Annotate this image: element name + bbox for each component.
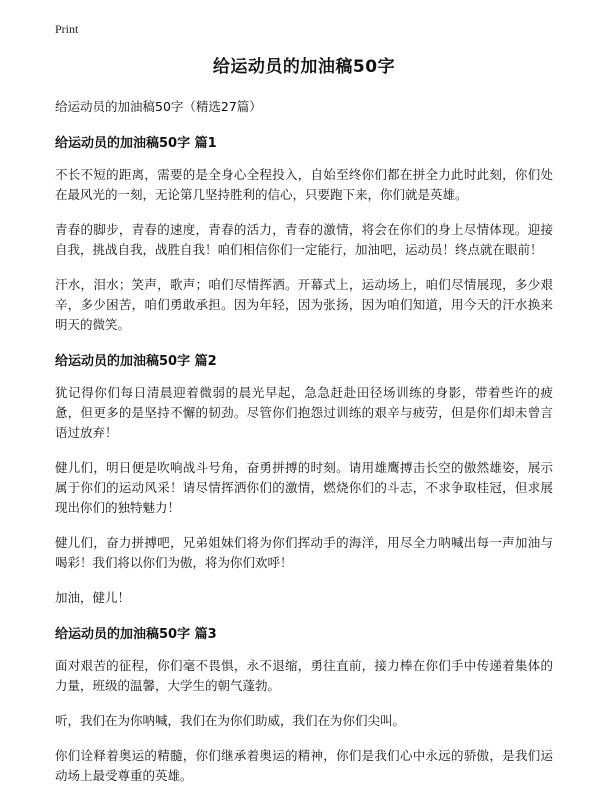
print-link[interactable]: Print bbox=[55, 22, 79, 36]
section-2 bbox=[55, 350, 553, 608]
paragraph: 健儿们，明日便是吹响战斗号角，奋勇拼搏的时刻。请用雄鹰搏击长空的傲然雄姿，展示属于你们的运动风采！请尽情挥洒你们的激情，燃烧你们的斗志，不求争取桂冠，但求展现出你们的独特魅力！ bbox=[55, 460, 553, 515]
paragraph: 你们诠释着奥运的精髓，你们继承着奥运的精神，你们是我们心中永远的骄傲，是我们运动场上最受尊重的英雄。 bbox=[55, 748, 553, 783]
section-3 bbox=[55, 623, 553, 786]
paragraph: 面对艰苦的征程，你们毫不畏惧，永不退缩，勇往直前，接力棒在你们手中传递着集体的力量，班级的温馨，大学生的朝气蓬勃。 bbox=[55, 658, 553, 693]
paragraph: 犹记得你们每日清晨迎着微弱的晨光早起，急急赶赴田径场训练的身影，带着些许的疲惫，但更多的是坚持不懈的韧劲。尽管你们抱怨过训练的艰辛与疲劳，但是你们却未曾言语过放弃！ bbox=[55, 385, 553, 440]
section-1 bbox=[55, 132, 553, 335]
section-heading: 给运动员的加油稿50字 篇3 bbox=[55, 627, 217, 642]
paragraph: 不长不短的距离，需要的是全身心全程投入，自始至终你们都在拼全力此时此刻，你们处在最风光的一刻，无论第几坚持胜利的信心，只要跑下来，你们就是英雄。 bbox=[55, 167, 553, 202]
paragraph: 青春的脚步，青春的速度，青春的活力，青春的激情，将会在你们的身上尽情体现。迎接自我，挑战自我，战胜自我！咱们相信你们一定能行，加油吧，运动员！终点就在眼前！ bbox=[55, 222, 553, 257]
page-subtitle: 给运动员的加油稿50字（精选27篇） bbox=[55, 99, 262, 114]
paragraph: 听，我们在为你呐喊，我们在为你们助威，我们在为你们尖叫。 bbox=[55, 713, 406, 728]
paragraph: 加油，健儿！ bbox=[55, 590, 131, 605]
section-heading: 给运动员的加油稿50字 篇1 bbox=[55, 136, 217, 151]
paragraph: 健儿们，奋力拼搏吧，兄弟姐妹们将为你们挥动手的海洋，用尽全力呐喊出每一声加油与喝彩！我们将以你们为傲，将为你们欢呼！ bbox=[55, 535, 553, 570]
section-heading: 给运动员的加油稿50字 篇2 bbox=[55, 354, 217, 369]
paragraph: 汗水，泪水；笑声，歌声；咱们尽情挥洒。开幕式上，运动场上，咱们尽情展现，多少艰辛，多少困苦，咱们勇敢承担。因为年轻，因为张扬，因为咱们知道，用今天的汗水换来明天的微笑。 bbox=[55, 277, 553, 332]
document-body bbox=[55, 52, 553, 801]
page-title: 给运动员的加油稿50字 bbox=[212, 57, 396, 77]
